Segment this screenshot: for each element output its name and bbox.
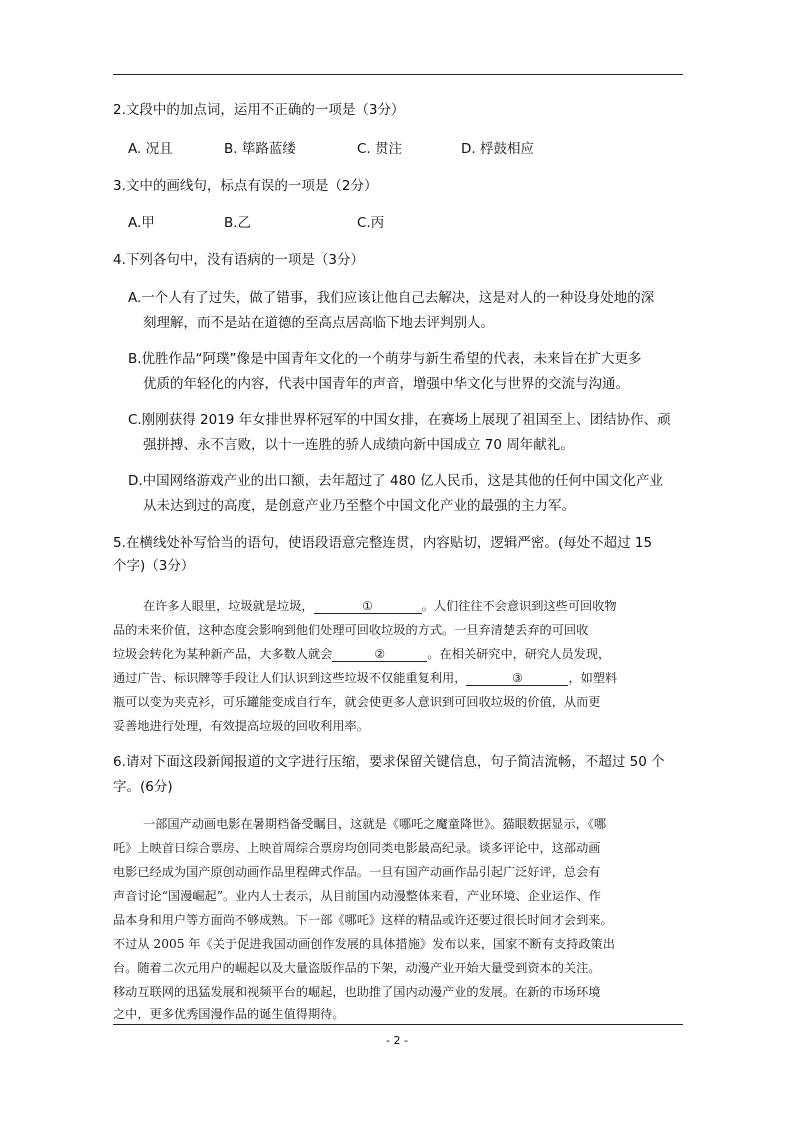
q6-passage-line4: 声音讨论“国漫崛起”。业内人士表示，从目前国内动漫整体来看，产业环境、企业运作、作 [113, 889, 601, 903]
blank-3: ③ [466, 671, 568, 686]
question-6-stem-line2: 字。(6分) [113, 779, 173, 795]
q6-passage-line8: 移动互联网的迅猛发展和视频平台的崛起，也助推了国内动漫产业的发展。在新的市场环境 [113, 985, 601, 999]
question-4-option-c-line2: 强拼搏、永不言败，以十一连胜的骄人成绩向新中国成立 70 周年献礼。 [143, 437, 574, 453]
q6-passage-line3: 电影已经成为国产原创动画作品里程碑式作品。一旦有国产动画作品引起广泛好评，总会有 [113, 865, 601, 879]
option-d: D. 桴鼓相应 [461, 141, 534, 157]
blank-2: ② [332, 647, 427, 662]
question-4-option-a-line1: A.一个人有了过失，做了错事，我们应该让他自己去解决，这是对人的一种设身处地的深 [128, 290, 655, 306]
q6-passage-line1: 一部国产动画电影在暑期档备受瞩目，这就是《哪吒之魔童降世》。猫眼数据显示，《哪 [143, 817, 607, 831]
header-rule [113, 74, 683, 75]
option-a: A. 况且 [128, 141, 173, 157]
question-3-options [128, 214, 428, 232]
q5-passage-line3: 垃圾会转化为某种新产品，大多数人就会 ② 。在相关研究中，研究人员发现， [113, 647, 611, 661]
question-5-stem-line2: 个字)（3分） [113, 558, 195, 574]
question-2-stem: 2.文段中的加点词，运用不正确的一项是（3分） [113, 102, 405, 118]
q5-passage-line1: 在许多人眼里，垃圾就是垃圾， ① 。人们往往不会意识到这些可回收物 [143, 599, 617, 613]
footer-rule [113, 1024, 683, 1025]
q5-passage-line5: 瓶可以变为夹克衫，可乐罐能变成自行车，就会使更多人意识到可回收垃圾的价值，从而更 [113, 695, 601, 709]
q6-passage-line5: 品本身和用户等方面尚不够成熟。下一部《哪吒》这样的精品或许还要过很长时间才会到来。 [113, 913, 613, 927]
q6-passage-line9: 之中，更多优秀国漫作品的诞生值得期待。 [113, 1007, 345, 1021]
question-6-stem-line1: 6.请对下面这段新闻报道的文字进行压缩，要求保留关键信息，句子简洁流畅，不超过 50 个 [113, 754, 665, 770]
option-b: B. 筚路蓝缕 [224, 141, 296, 157]
question-4-option-c-line1: C.刚刚获得 2019 年女排世界杯冠军的中国女排，在赛场上展现了祖国至上、团结协作、顽 [128, 412, 671, 428]
question-4-option-d-line2: 从未达到过的高度，是创意产业乃至整个中国文化产业的最强的主力军。 [143, 498, 575, 514]
question-4-stem: 4.下列各句中，没有语病的一项是（3分） [113, 252, 364, 268]
question-4-option-b-line2: 优质的年轻化的内容，代表中国青年的声音，增强中华文化与世界的交流与沟通。 [143, 376, 629, 392]
page-number: - 2 - [386, 1034, 408, 1047]
option-a: A.甲 [128, 215, 155, 231]
question-3-stem: 3.文中的画线句，标点有误的一项是（2分） [113, 178, 378, 194]
q5-passage-line2: 品的未来价值，这种态度会影响到他们处理可回收垃圾的方式。一旦弃清楚丢弃的可回收 [113, 623, 589, 637]
question-2-options [128, 140, 578, 158]
question-4-option-b-line1: B.优胜作品“阿璞”像是中国青年文化的一个萌芽与新生希望的代表，未来旨在扩大更多 [128, 351, 642, 367]
blank-1: ① [314, 599, 422, 614]
option-c: C. 贯注 [357, 141, 403, 157]
q6-passage-line6: 不过从 2005 年《关于促进我国动画创作发展的具体措施》发布以来，国家不断有支持政策出 [113, 937, 615, 951]
q5-passage-line4: 通过广告、标识牌等手段让人们认识到这些垃圾不仅能重复利用， ③ ，如塑料 [113, 671, 618, 685]
option-c: C.丙 [357, 215, 385, 231]
question-5-stem-line1: 5.在横线处补写恰当的语句，使语段语意完整连贯，内容贴切，逻辑严密。(每处不超过 15 [113, 535, 653, 551]
option-b: B.乙 [224, 215, 252, 231]
q6-passage-line2: 吒》上映首日综合票房、上映首周综合票房均创同类电影最高纪录。谈多评论中，这部动画 [113, 841, 601, 855]
question-4-option-d-line1: D.中国网络游戏产业的出口额，去年超过了 480 亿人民币，这是其他的任何中国文化产业 [128, 473, 664, 489]
question-4-option-a-line2: 刻理解，而不是站在道德的至高点居高临下地去评判别人。 [143, 315, 494, 331]
q5-passage-line6: 妥善地进行处理，有效提高垃圾的回收利用率。 [113, 719, 369, 733]
q6-passage-line7: 台。随着二次元用户的崛起以及大量盗版作品的下架，动漫产业开始大量受到资本的关注。 [113, 961, 601, 975]
